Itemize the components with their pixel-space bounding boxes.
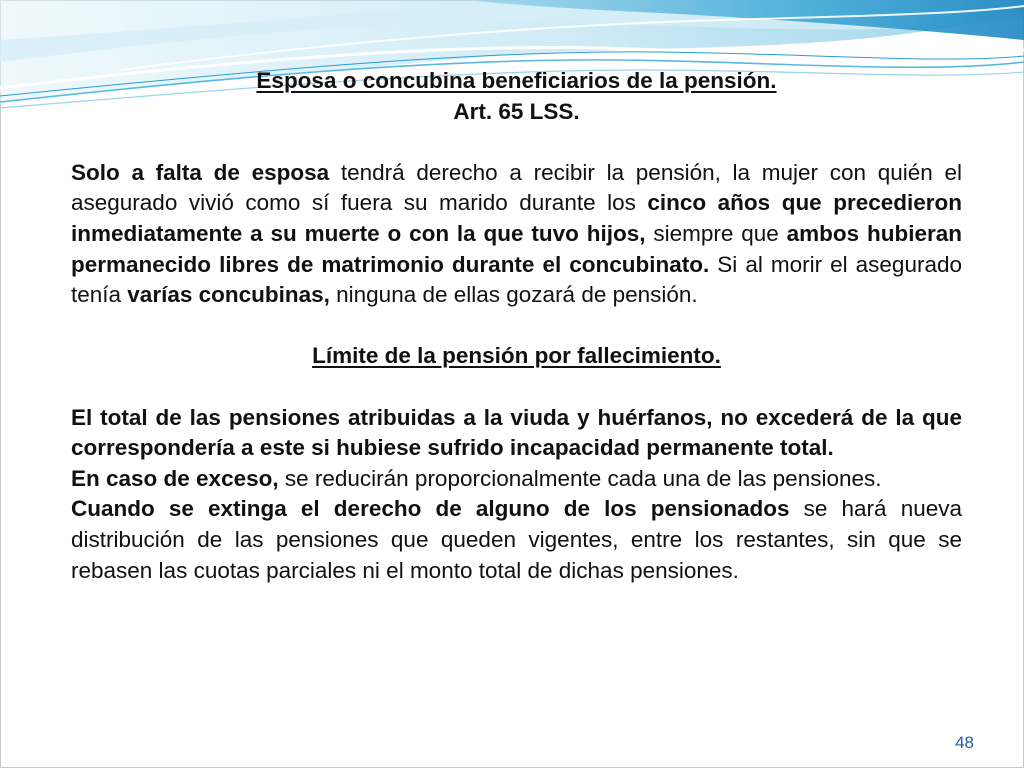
text-regular: se hará nueva distribución de las pensiones que queden vigentes, entre los restantes, sin que se rebasen las cuotas parciales ni el monto total de dichas pensiones. [71,496,962,583]
text-regular: ninguna de ellas gozará de pensión. [329,282,698,308]
spacer [71,127,962,158]
text-regular: tendrá derecho a recibir la pensión, la mujer con quién el asegurado vivió como sí fuera su marido durante los [71,159,963,216]
text-bold: cinco años que precedieron inmediatamente a su muerte o con la que tuvo hijos, [71,190,963,246]
text-regular: se reducirán proporcionalmente cada una de las pensiones. [278,465,882,491]
text-regular: Si al morir el asegurado tenía [71,251,962,308]
page-number: 48 [955,733,974,752]
spacer [71,372,962,403]
text-bold: varías concubinas, [127,282,330,308]
paragraph-limite [71,403,962,464]
spacer [71,311,962,342]
slide-content [71,66,962,586]
text-regular: siempre que [645,220,787,246]
section-title: Límite de la pensión por fallecimiento. [312,343,721,369]
paragraph-concubina [71,158,962,311]
slide-title: Esposa o concubina beneficiarios de la pensión. [256,68,777,93]
paragraph-exceso [71,464,962,495]
text-bold: ambos hubieran permanecido libres de matrimonio durante el concubinato. [71,220,962,277]
paragraph-extincion [71,494,962,586]
text-bold: El total de las pensiones atribuidas a la viuda y huérfanos, no excederá de la que correspondería a este si hubiese sufrido incapacidad permanente total. [71,404,962,461]
text-bold: Solo a falta de esposa [71,159,330,185]
slide-subtitle: Art. 65 LSS. [453,98,580,124]
text-bold: En caso de exceso, [71,465,279,491]
text-bold: Cuando se extinga el derecho de alguno de los pensionados [71,496,790,522]
